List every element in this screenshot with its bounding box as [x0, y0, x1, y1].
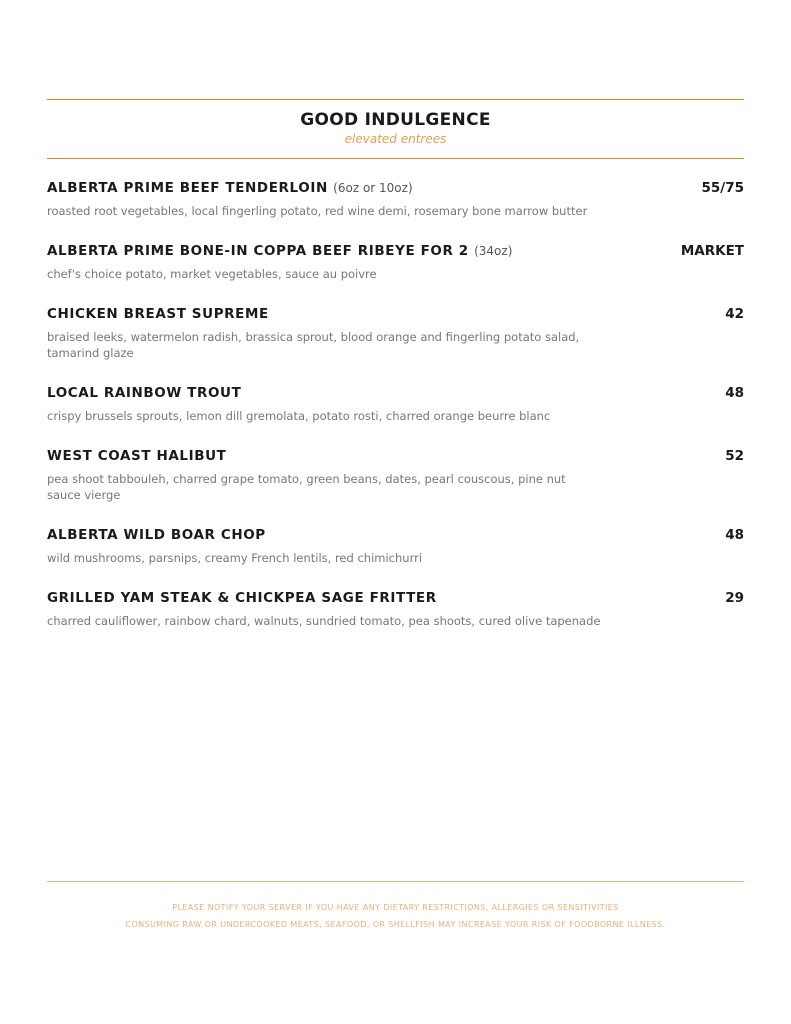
item-price: 42 [725, 306, 744, 322]
item-description: roasted root vegetables, local fingerling potato, red wine demi, rosemary bone marrow butter [47, 204, 588, 218]
menu-item [47, 178, 744, 219]
item-name: ALBERTA PRIME BONE-IN COPPA BEEF RIBEYE FOR 2 [47, 243, 469, 259]
item-description: charred cauliflower, rainbow chard, walnuts, sundried tomato, pea shoots, cured olive tapenade [47, 614, 601, 628]
item-name: ALBERTA WILD BOAR CHOP [47, 527, 266, 543]
item-name: ALBERTA PRIME BEEF TENDERLOIN [47, 180, 328, 196]
item-name: LOCAL RAINBOW TROUT [47, 385, 242, 401]
item-note: (34oz) [474, 244, 513, 258]
item-description: braised leeks, watermelon radish, brassica sprout, blood orange and fingerling potato salad, tamarind glaze [47, 330, 580, 360]
footer-allergy-notice: PLEASE NOTIFY YOUR SERVER IF YOU HAVE ANY DIETARY RESTRICTIONS, ALLERGIES OR SENSITIVITIES [172, 903, 619, 912]
top-divider [47, 99, 744, 100]
item-price: 48 [725, 385, 744, 401]
menu-item [47, 241, 744, 282]
item-description: crispy brussels sprouts, lemon dill gremolata, potato rosti, charred orange beurre blanc [47, 409, 551, 423]
menu-item [47, 525, 744, 566]
footer-divider [47, 881, 744, 882]
item-name: GRILLED YAM STEAK & CHICKPEA SAGE FRITTER [47, 590, 437, 606]
menu-item [47, 588, 744, 629]
item-note: (6oz or 10oz) [333, 181, 413, 195]
item-name: WEST COAST HALIBUT [47, 448, 227, 464]
item-price: 29 [725, 590, 744, 606]
item-price: 55/75 [701, 180, 744, 196]
item-description: chef's choice potato, market vegetables, sauce au poivre [47, 267, 377, 281]
menu-items [47, 178, 744, 651]
footer-food-safety-notice: CONSUMING RAW OR UNDERCOOKED MEATS, SEAFOOD, OR SHELLFISH MAY INCREASE YOUR RISK OF FOODBORNE ILLNESS. [125, 920, 666, 929]
menu-item [47, 383, 744, 424]
item-description: wild mushrooms, parsnips, creamy French lentils, red chimichurri [47, 551, 423, 565]
section-title: GOOD INDULGENCE [300, 110, 491, 130]
item-description: pea shoot tabbouleh, charred grape tomato, green beans, dates, pearl couscous, pine nut sauce vierge [47, 472, 566, 502]
item-price: 48 [725, 527, 744, 543]
menu-item [47, 446, 744, 503]
item-price: MARKET [680, 243, 744, 259]
item-price: 52 [725, 448, 744, 464]
section-subtitle: elevated entrees [344, 132, 447, 146]
header-divider [47, 158, 744, 159]
menu-item [47, 304, 744, 361]
item-name: CHICKEN BREAST SUPREME [47, 306, 269, 322]
